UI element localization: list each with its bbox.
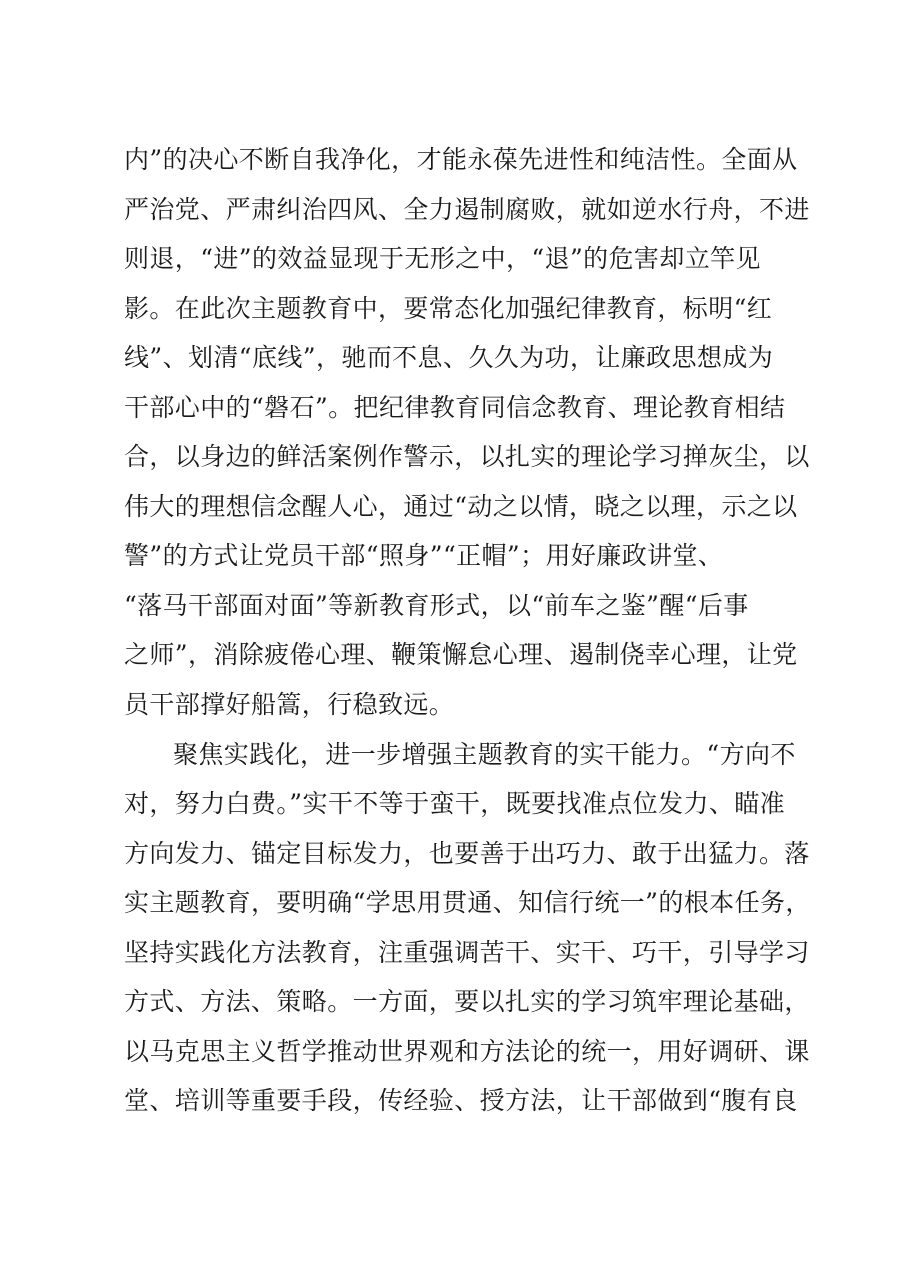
- text-line: “落马干部面对面”等新教育形式，以“前车之鉴”醒“后事: [124, 591, 749, 620]
- text-line: 影。在此次主题教育中，要常态化加强纪律教育，标明“红: [124, 294, 773, 323]
- text-line: 对，努力白费。”实干不等于蛮干，既要找准点位发力、瞄准: [124, 789, 786, 818]
- text-line: 方式、方法、策略。一方面，要以扎实的学习筑牢理论基础，: [124, 987, 810, 1016]
- paragraph-first-line: 聚焦实践化，进一步增强主题教育的实干能力。“方向不: [173, 740, 796, 769]
- text-line: 堂、培训等重要手段，传经验、授方法，让干部做到“腹有良: [124, 1086, 798, 1115]
- text-line: 严治党、严肃纠治四风、全力遏制腐败，就如逆水行舟，不进: [124, 195, 810, 224]
- text-line: 坚持实践化方法教育，注重强调苦干、实干、巧干，引导学习: [124, 938, 810, 967]
- text-line: 之师”，消除疲倦心理、鞭策懈怠心理、遏制侥幸心理，让党: [124, 640, 798, 669]
- text-line: 干部心中的“磐石”。把纪律教育同信念教育、理论教育相结: [124, 393, 786, 422]
- text-line: 以马克思主义哲学推动世界观和方法论的统一，用好调研、课: [124, 1037, 810, 1066]
- text-line: 实主题教育，要明确“学思用贯通、知信行统一”的根本任务，: [124, 888, 811, 917]
- text-line: 合，以身边的鲜活案例作警示，以扎实的理论学习掸灰尘，以: [124, 442, 810, 471]
- text-line: 警”的方式让党员干部“照身”“正帽”；用好廉政讲堂、: [124, 541, 724, 570]
- text-line: 则退，“进”的效益显现于无形之中，“退”的危害却立竿见: [124, 244, 761, 273]
- text-line: 内”的决心不断自我净化，才能永葆先进性和纯洁性。全面从: [124, 145, 798, 174]
- text-line: 伟大的理想信念醒人心，通过“动之以情，晓之以理，示之以: [124, 492, 798, 521]
- text-line: 员干部撑好船篙，行稳致远。: [124, 690, 455, 719]
- text-line: 线”、划清“底线”，驰而不息、久久为功，让廉政思想成为: [124, 343, 774, 372]
- text-line: 方向发力、锚定目标发力，也要善于出巧力、敢于出猛力。落: [124, 839, 810, 868]
